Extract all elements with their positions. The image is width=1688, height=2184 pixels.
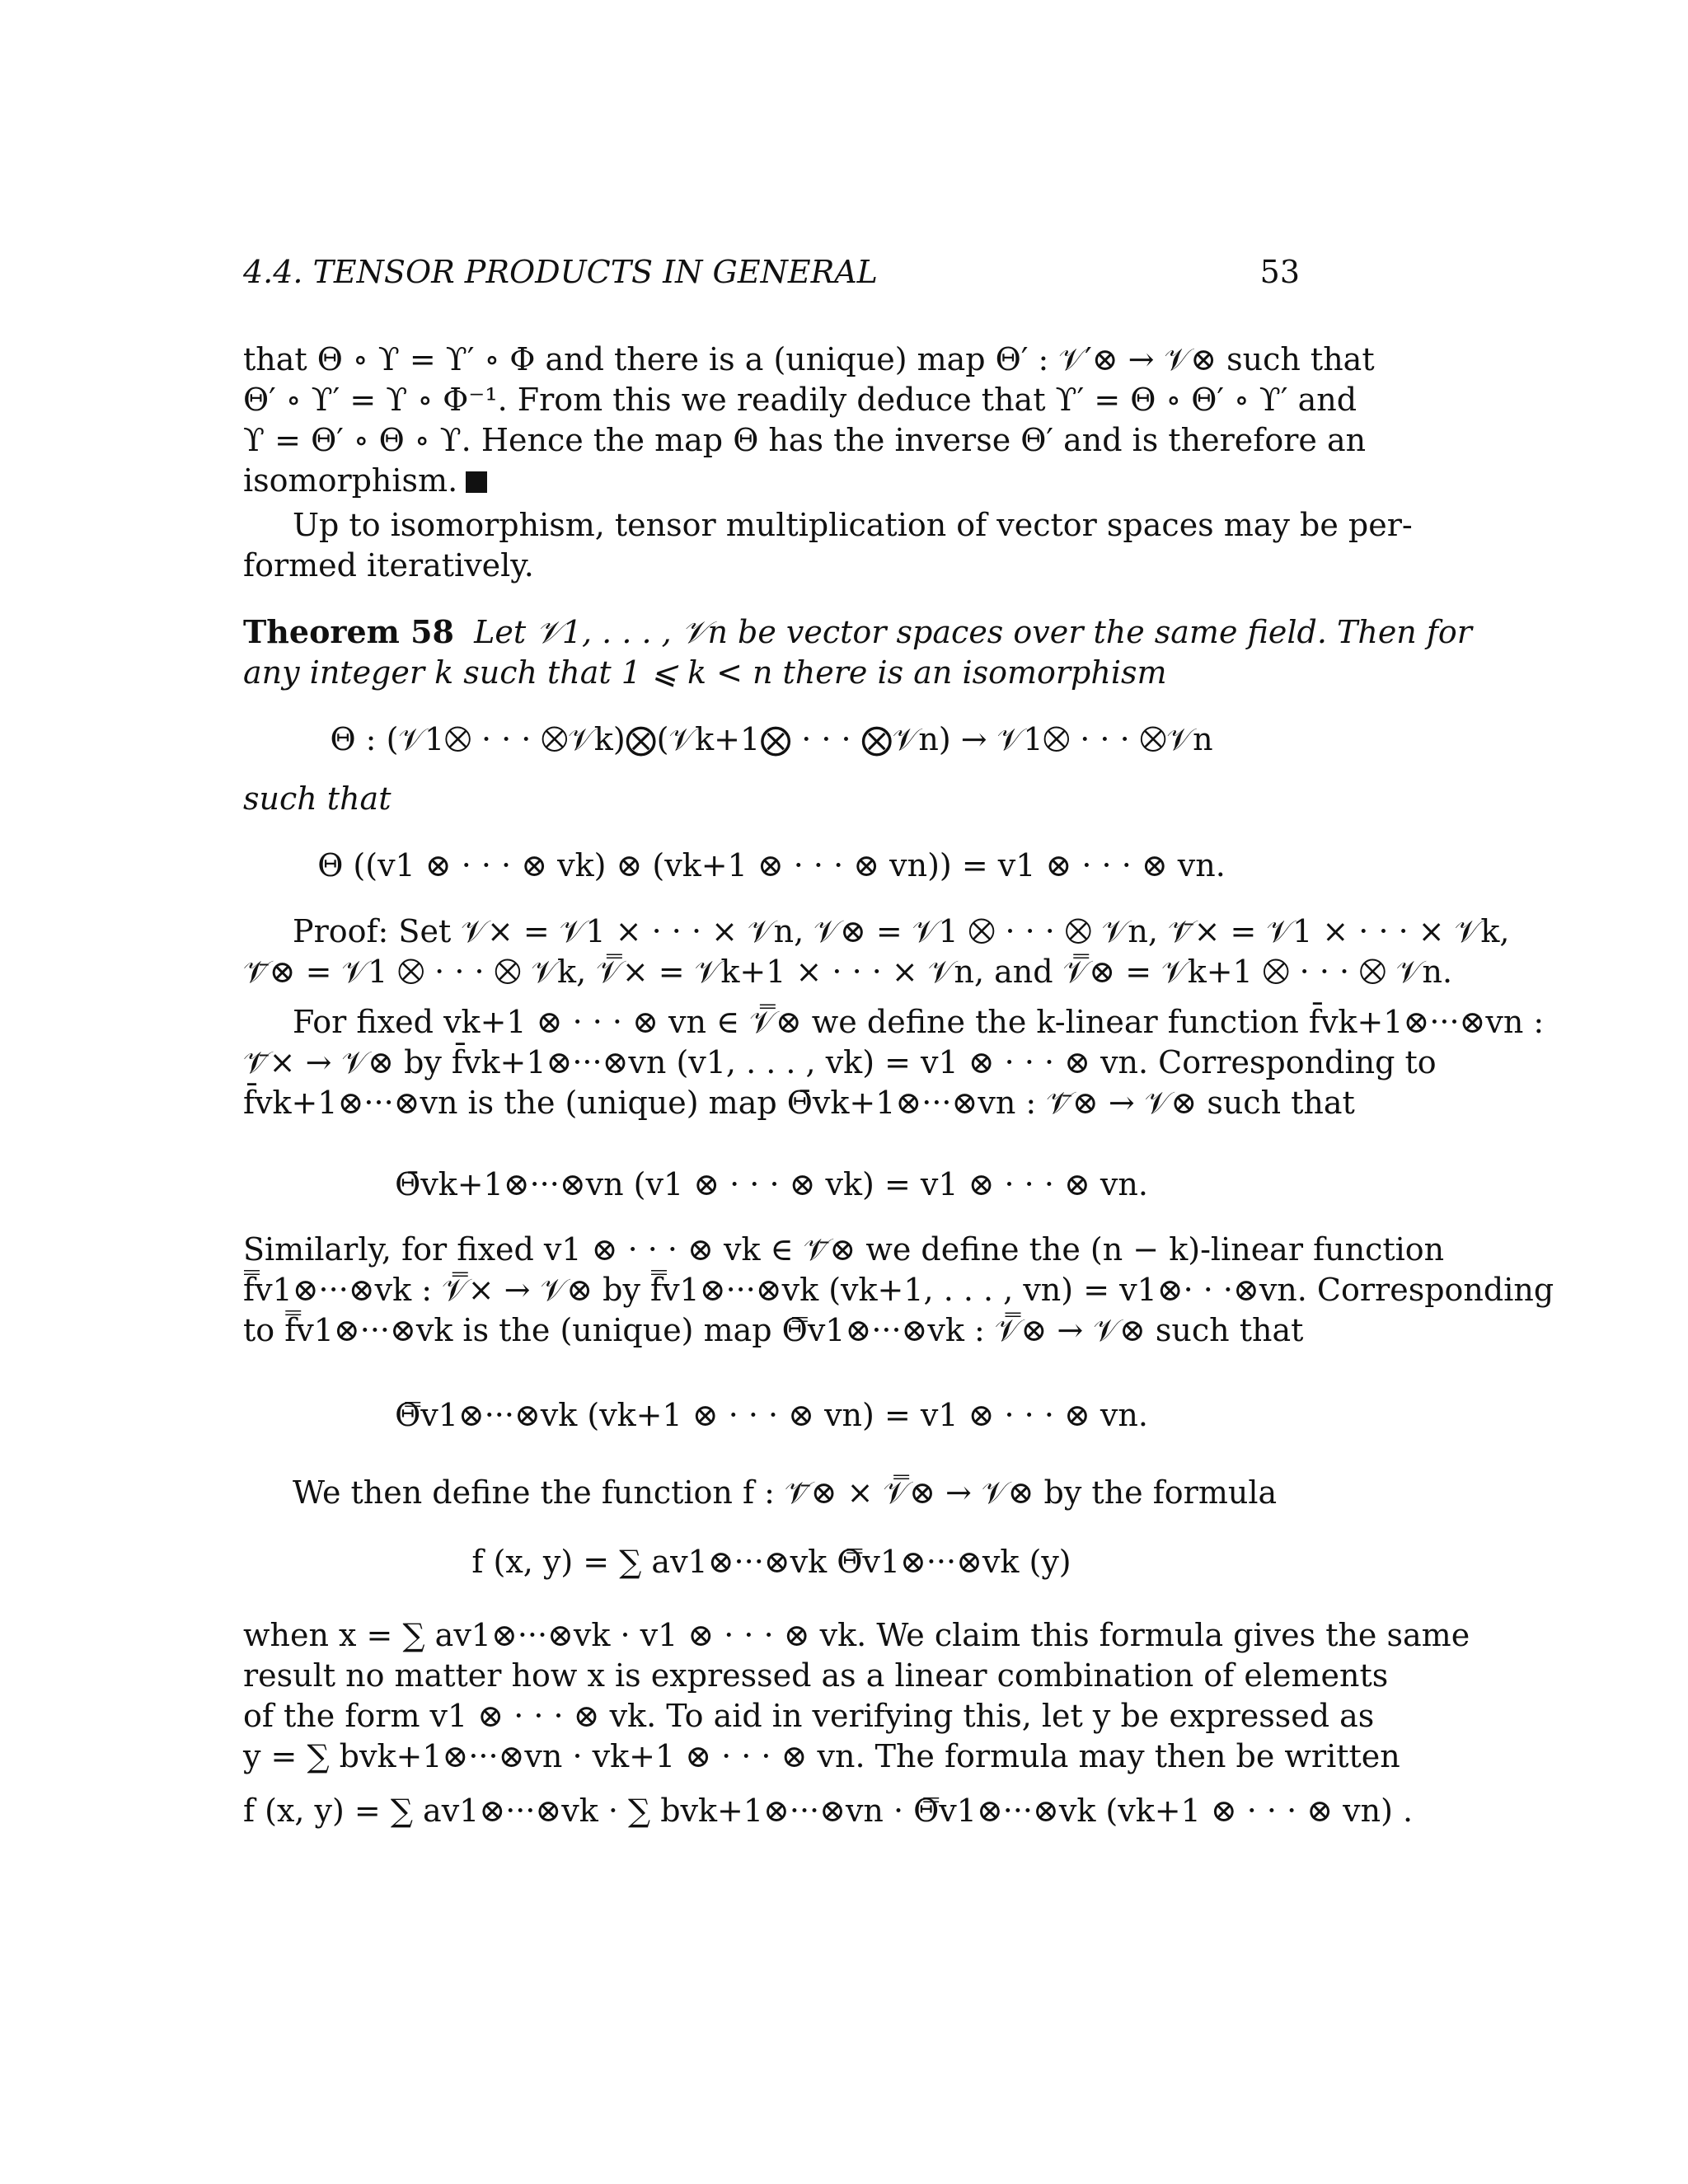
text-line: f̄vk+1⊗···⊗vn is the (unique) map Θ̄vk+1⊗···⊗vn : 𝒱̄⊗ → 𝒱⊗ such that <box>243 1085 1355 1121</box>
such-that-text: such that <box>243 780 392 817</box>
text-line: when x = ∑ av1⊗···⊗vk · v1 ⊗ · · · ⊗ vk. We claim this formula gives the same <box>243 1617 1470 1653</box>
text-line: f̿v1⊗···⊗vk : 𝒱̿× → 𝒱⊗ by f̿v1⊗···⊗vk (vk+1, . . . , vn) = v1⊗· · ·⊗vn. Corresponding <box>243 1272 1554 1308</box>
theorem-text: Let 𝒱1, . . . , 𝒱n be vector spaces over the same field. Then for <box>474 614 1472 650</box>
equation-isomorphism: Θ : (𝒱1⨂ · · · ⨂𝒱k)⨂(𝒱k+1⨂ · · · ⨂𝒱n) → 𝒱1⨂ · · · ⨂𝒱n <box>330 721 1213 757</box>
text-line: to f̿v1⊗···⊗vk is the (unique) map Θ̿v1⊗···⊗vk : 𝒱̿⊗ → 𝒱⊗ such that <box>243 1312 1304 1348</box>
text-line: Up to isomorphism, tensor multiplication of vector spaces may be per- <box>293 507 1413 543</box>
theorem-line <box>243 612 1472 653</box>
proof-fixed-paragraph-2 <box>243 1230 1554 1351</box>
define-f-paragraph <box>243 1473 1300 1513</box>
text-line: that Θ ∘ ϒ = ϒ′ ∘ Φ and there is a (unique) map Θ′ : 𝒱′⊗ → 𝒱⊗ such that <box>243 341 1375 377</box>
text-line: of the form v1 ⊗ · · · ⊗ vk. To aid in verifying this, let y be expressed as <box>243 1698 1375 1734</box>
text-line: y = ∑ bvk+1⊗···⊗vn · vk+1 ⊗ · · · ⊗ vn. The formula may then be written <box>243 1738 1400 1774</box>
text-line: 𝒱̄× → 𝒱⊗ by f̄vk+1⊗···⊗vn (v1, . . . , vk) = v1 ⊗ · · · ⊗ vn. Corresponding to <box>243 1044 1437 1080</box>
theorem-line: any integer k such that 1 ⩽ k < n there is an isomorphism <box>243 654 1167 691</box>
section-title: 4.4. TENSOR PRODUCTS IN GENERAL <box>243 254 878 290</box>
text-line: ϒ = Θ′ ∘ Θ ∘ ϒ. Hence the map Θ has the inverse Θ′ and is therefore an <box>243 422 1367 458</box>
qed-square-icon <box>466 471 487 493</box>
text-line: Proof: Set 𝒱× = 𝒱1 × · · · × 𝒱n, 𝒱⊗ = 𝒱1 ⨂ · · · ⨂ 𝒱n, 𝒱̄× = 𝒱1 × · · · × 𝒱k, <box>293 913 1510 949</box>
text-line: isomorphism. <box>243 461 1300 501</box>
proof-set-paragraph <box>243 912 1510 992</box>
text-line: Similarly, for fixed v1 ⊗ · · · ⊗ vk ∈ 𝒱̄⊗ we define the (n − k)-linear function <box>243 1231 1445 1268</box>
intro-paragraph <box>243 340 1375 501</box>
equation-f-expanded: f (x, y) = ∑ av1⊗···⊗vk · ∑ bvk+1⊗···⊗vn · Θ̿v1⊗···⊗vk (vk+1 ⊗ · · · ⊗ vn) . <box>243 1793 1414 1829</box>
page-number: 53 <box>1259 254 1300 290</box>
theorem-58 <box>243 612 1472 693</box>
text-line: For fixed vk+1 ⊗ · · · ⊗ vn ∈ 𝒱̿⊗ we define the k-linear function f̄vk+1⊗···⊗vn : <box>293 1004 1545 1040</box>
equation-theta-bar: Θ̄vk+1⊗···⊗vn (v1 ⊗ · · · ⊗ vk) = v1 ⊗ · · · ⊗ vn. <box>395 1166 1148 1202</box>
equation-f-definition: f (x, y) = ∑ av1⊗···⊗vk Θ̿v1⊗···⊗vk (y) <box>471 1544 1071 1580</box>
theorem-label: Theorem 58 <box>243 613 454 650</box>
proof-fixed-paragraph-1 <box>243 1002 1545 1123</box>
text-line: Θ′ ∘ ϒ′ = ϒ ∘ Φ⁻¹. From this we readily deduce that ϒ′ = Θ ∘ Θ′ ∘ ϒ′ and <box>243 382 1357 418</box>
iteration-paragraph <box>243 505 1413 586</box>
claim-paragraph <box>243 1615 1470 1777</box>
text-line: formed iteratively. <box>243 547 534 583</box>
text-line: 𝒱̄⊗ = 𝒱1 ⨂ · · · ⨂ 𝒱k, 𝒱̿× = 𝒱k+1 × · · · × 𝒱n, and 𝒱̿⊗ = 𝒱k+1 ⨂ · · · ⨂ 𝒱n. <box>243 954 1453 990</box>
text-line: result no matter how x is expressed as a linear combination of elements <box>243 1657 1389 1694</box>
running-header <box>243 254 1300 295</box>
equation-theta-action: Θ ((v1 ⊗ · · · ⊗ vk) ⊗ (vk+1 ⊗ · · · ⊗ vn)) = v1 ⊗ · · · ⊗ vn. <box>317 847 1226 883</box>
text-line: We then define the function f : 𝒱̄⊗ × 𝒱̿⊗ → 𝒱⊗ by the formula <box>293 1474 1278 1511</box>
equation-theta-double-bar: Θ̿v1⊗···⊗vk (vk+1 ⊗ · · · ⊗ vn) = v1 ⊗ · · · ⊗ vn. <box>395 1397 1148 1433</box>
